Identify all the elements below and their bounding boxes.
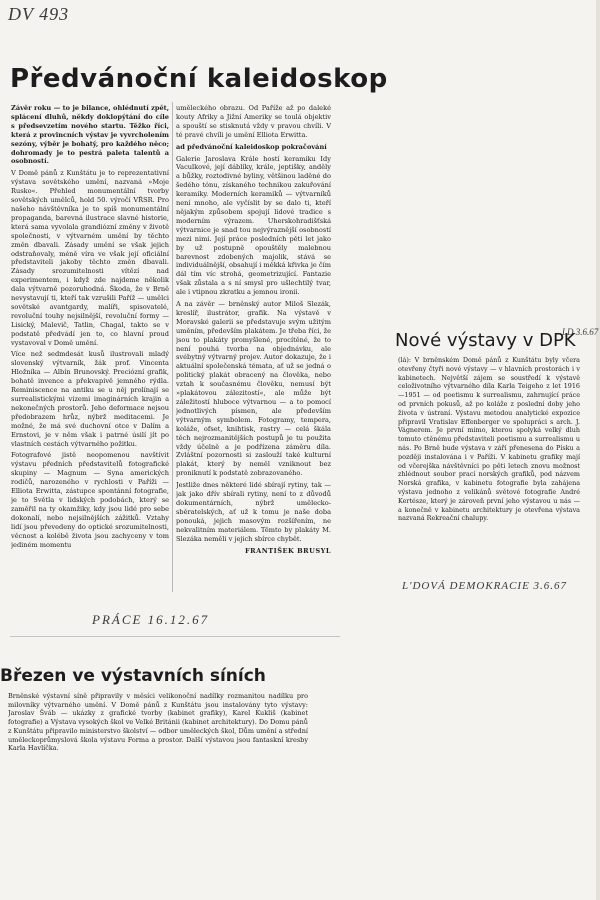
handwritten-date-note: LD 3.6.67 — [562, 327, 599, 337]
article3-title: Nové výstavy v DPK — [395, 330, 576, 351]
article1-continuation-note: ad předvánoční kaleidoskop pokračování — [176, 142, 327, 151]
scan-edge — [596, 0, 600, 900]
article3-paragraph: (lá): V brněnském Domě pánů z Kunštátu byly včera otevřeny čtyři nové výstavy — v hlavních prostorách i v kabinetech. Největší zájem se soustředí k výstavě celoživotního výtvarného díla Karla Teigeho z let 1916—1951 — od poetismu k surrealismu, zahrnující práce od prvních pokusů, až po koláže z poslední doby jeho života v ústraní. Výstavu metodou analytické expozice připravil Vratislav Effenberger ve spolupráci s arch. J. Vágnerem. Je první mimo, kterou spolyká velký dluh tomuto ctěnému představiteli poetismu a surrealismu u nás. Po Brně bude výstava v září přenesena do Písku a později instalována i v Paříži. V kabinetu grafiky mají od včerejška návštěvníci po pěti letech znovu možnost zhlédnout soubor prací norských grafiků, pod názvem Norská grafika, v kabinetu fotografie byla zahájena výstava jednoho z velikánů světové fotografie André Kertésze, který je zároveň první jeho výstavou u nás — a konečně v kabinetu architektury je otevřena výstava nazvaná Rekreační chalupy. — [398, 356, 580, 523]
article1-signature: FRANTIŠEK BRUSYL — [244, 546, 331, 555]
article1-lead: Závěr roku — to je bilance, ohlédnutí zpět, splácení dluhů, někdy doklopýtání do cíle s předsevzetím nového startu. Těžko říci, která z provincních výstav je vyvrcholením sezóny, výběr je bohatý, pro každého něco; dohromady je to pestrá paleta talentů a osobností. — [11, 104, 169, 166]
article1-column2 — [176, 104, 331, 604]
article1-paragraph: Galerie Jaroslava Krále hostí keramiku Idy Vaculkové, její dáblíky, krále, jeptišky, anděly a bůžky, roztodivné byliny, většinou laděné do šedého tónu, získaného technikou zakuřování keramiky. Moderních keramiků — výtvarníků není mnoho, ale vyčíslit by se dalo ti, kteří nějakým způsobem spojují lidové tradice s moderním výrazem. Uherskohradišťská výtvarnice je snad tou nejvýraznější osobností mezi nimi. Její práce posledních pěti let jako by už postupně opouštěly malebnou barevnost zdobených majolik, stává se individuálnější, obsahují i měkká křivka je čím dál tím víc strohá, geometrizující. Fantazie však zůstala a s ní smysl pro ušlechtilý tvar, ale i vtipnou zkratku a jemnou ironii. — [176, 154, 331, 297]
article2-title: Březen ve výstavních síních — [0, 666, 266, 686]
handwritten-source-note: L'DOVÁ DEMOKRACIE 3.6.67 — [402, 580, 568, 592]
article1-paragraph: A na závěr — brněnský autor Miloš Slezák, kreslíř, ilustrátor, grafik. Na výstavě v Moravské galerii se představuje svým užitým uměním, především plakátem. Je třeba říci, že jsou to plakáty promyšlené, procítěné, že to není pouhá tvorba na objednávku, ale svébytný výtvarný projev. Autor dokazuje, že i aktuální společenská témata, ať už se jedná o politický plakát obracený na člověka, nebo vztah k současnému člověku, nemusí být »plakátovou zálezitostí«, ale může být záležitostí hluboce výtvarnou — a to pomocí jednotlivých písmen, ale především výtvarným symbolem. Fotogramy, tempera, koláže, ofset, knihtisk, rastry — celá škála těch nejrozmanitějších postupů je tu použita vždy účelně a je podřízena záměru díla. Zvláštní pozornosti si zaslouží také kulturní plakát, který by neměl vzniknout bez proniknutí k podstatě zobrazovaného. — [176, 300, 331, 478]
article2-body — [8, 692, 308, 784]
article1-paragraph: Fotografové jistě neopomenou navštívit výstavu předních představitelů fotografické skupiny — Magnum — Syna amerických rodičů, narozeného v rychlosti v Paříži — Elliota Erwitta, zástupce spontánní fotografie, je to Světla v lidských podobách, který se zaměřil na ty okamžiky, kdy jsou lidé pro sebe dokonalí, nebo nejsilnějších zážitků. Vztahy lidí jsou převedeny do optické srozumitelnosti, věcnost a kolébě života jsou zachyceny v tom jediném momentu — [11, 451, 169, 549]
clipping-separator — [10, 636, 340, 637]
article1-paragraph: Jestliže dnes některé lidé sbírají rytiny, tak — jak jako dřív sbírali rytiny, není to z důvodů dokumentárních, nýbrž umělecko-sběratelských, ať už k tomu je naše doba ponouká, jejich masovým rozšířením, ne nekvalitním materiálem. Těmto by plakáty M. Slezáka neměli v jejich sbírce chybět. — [176, 481, 331, 543]
column-divider — [172, 102, 173, 592]
article2-paragraph: Brněnské výstavní síně připravily v měsíci velikonoční nadílky rozmanitou nadílku pro milovníky výtvarného umění. V Domě pánů z Kunštátu jsou instalovány tyto výstavy: Jaroslav Šváb — ukázky z grafické tvorby (kabinet grafiky), Karel Kukliš (kabinet fotografie) a Výstava vysokých škol ve Velké Británii (kabinet architektury). Do Domu pánů z Kunštátu připravilo ministerstvo školství — odbor uměleckých škol, Dům umění a střední uměleckoprůmyslová škola výstavu Forma a prostor. Další výstavou jsou fantaskní kresby Karla Havlíčka. — [8, 692, 308, 753]
handwritten-source-date: PRÁCE 16.12.67 — [92, 612, 210, 627]
article1-paragraph: uměleckého obrazu. Od Paříže až po daleké kouty Afriky a Jižní Ameriky se toulá objektiv a spouští se stisknutá vždy v pravou chvíli. V té pravé chvíli je umění Elliota Erwitta. — [176, 104, 331, 139]
handwritten-sheet-id: DV 493 — [8, 4, 70, 24]
article1-paragraph: Více než sedmdesát kusů ilustrovali mladý slovenský výtvarník, žák prof. Vincenta Hložníka — Albín Brunovský. Preciózní grafik, bohatě invence a překvapivě jemného rýdla. Reminiscence na antiku se u něj prolínají se surrealistickými vizemi imaginárních krajin a nekonečných prostorů. Jeho deformace nejsou předobrazem hrůz, nýbrž meditacemi. Je možné, že má své duchovní otce v Dalím a Ernstovi, je v něm však i patrné úsilí jít po vlastních cestách výtvarného požitku. — [11, 350, 169, 448]
article1-column1 — [11, 104, 169, 566]
article1-title: Předvánoční kaleidoskop — [10, 64, 388, 94]
article3-body — [398, 356, 580, 568]
article1-paragraph: V Domě pánů z Kunštátu je to reprezentativní výstava sovětského umění, nazvaná »Moje Rusko«. Přehled monumentální tvorby sovětských umělců, hold 50. výročí VŘSR. Pro našeho návštěvníka je to spíš monumentální propaganda, barevná ilustrace slavné historie, která sama vyvolala grandiózní změny v životě společnosti, v výtvarném umění by těchto změn dbavali. Zásady umění se však jejich odstraňovaly, méně víra ve však její oficiální představiteli jakoby těchto změn dbavali. Zásady srozumitelnosti vítězí nad experimentem, i když zde najdeme několik dala výtvarně pozoruhodná. Škoda, že v Brně nevystavují ti, kteří tak vzrušili Paříž — umělci sovětské avantgardy, malíři, spisovatelé, revoluční touhy nejsilnější, revoluční formy — Lisický, Malevič, Tatlin, Chagal, takto se v podstatě předvádí jen to, co hlavní proud vystavoval v Domě umění. — [11, 169, 169, 347]
